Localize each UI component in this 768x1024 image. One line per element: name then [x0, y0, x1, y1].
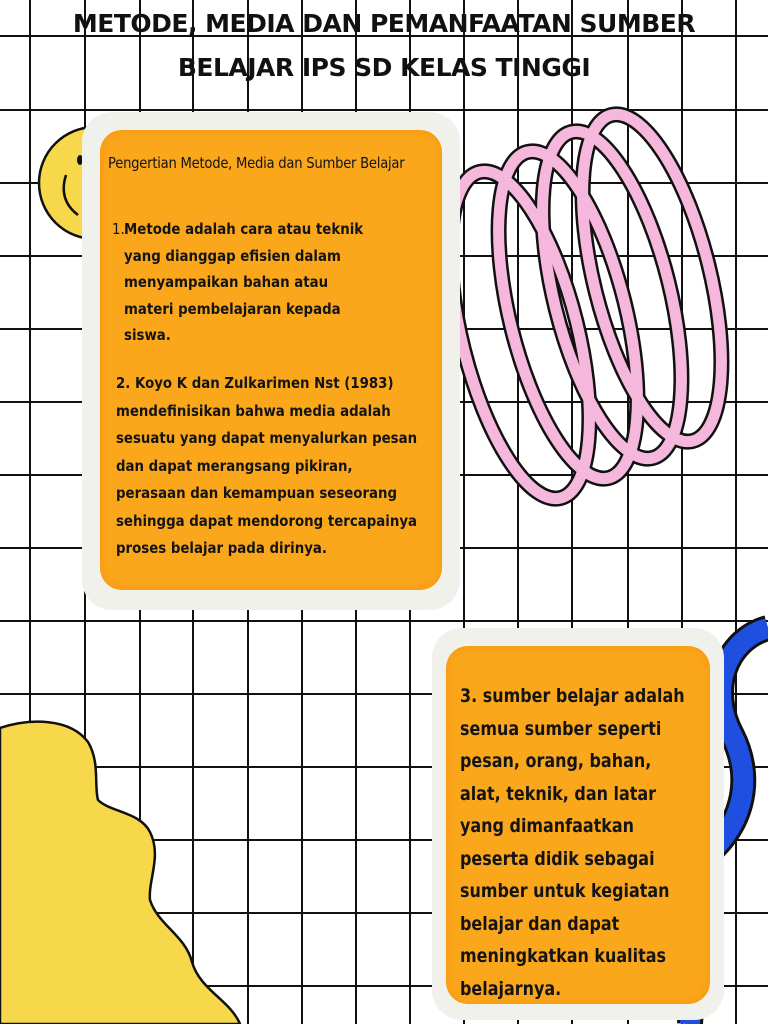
definition-item-media: 2. Koyo K dan Zulkarimen Nst (1983) mendefinisikan bahwa media adalah sesuatu yang dapat menyalurkan pesan dan dapat merangsang pikiran, perasaan dan kemampuan seseorang sehingga dapat mendorong tercapainya proses belajar pada dirinya. [116, 374, 418, 557]
item-number: 1. [112, 220, 125, 238]
page-title-line-1: METODE, MEDIA DAN PEMANFAATAN SUMBER [72, 9, 696, 38]
definition-item-metode [112, 216, 370, 349]
page-title [40, 2, 728, 90]
page-title-line-2: BELAJAR IPS SD KELAS TINGGI [177, 53, 591, 82]
pink-spring-rings-icon [423, 101, 749, 512]
item-text: Metode adalah cara atau teknik yang dianggap efisien dalam menyampaikan bahan atau materi pembelajaran kepada siswa. [124, 220, 364, 344]
definition-item-sumber-belajar: 3. sumber belajar adalah semua sumber seperti pesan, orang, bahan, alat, teknik, dan latar yang dimanfaatkan peserta didik sebagai sumber untuk kegiatan belajar dan dapat meningkatkan kualitas belajarnya. [460, 685, 685, 1000]
definition-card-1 [100, 130, 442, 590]
definition-card-2 [446, 646, 710, 1004]
yellow-blob-shape [0, 722, 240, 1024]
card-heading: Pengertian Metode, Media dan Sumber Belajar [108, 154, 405, 172]
